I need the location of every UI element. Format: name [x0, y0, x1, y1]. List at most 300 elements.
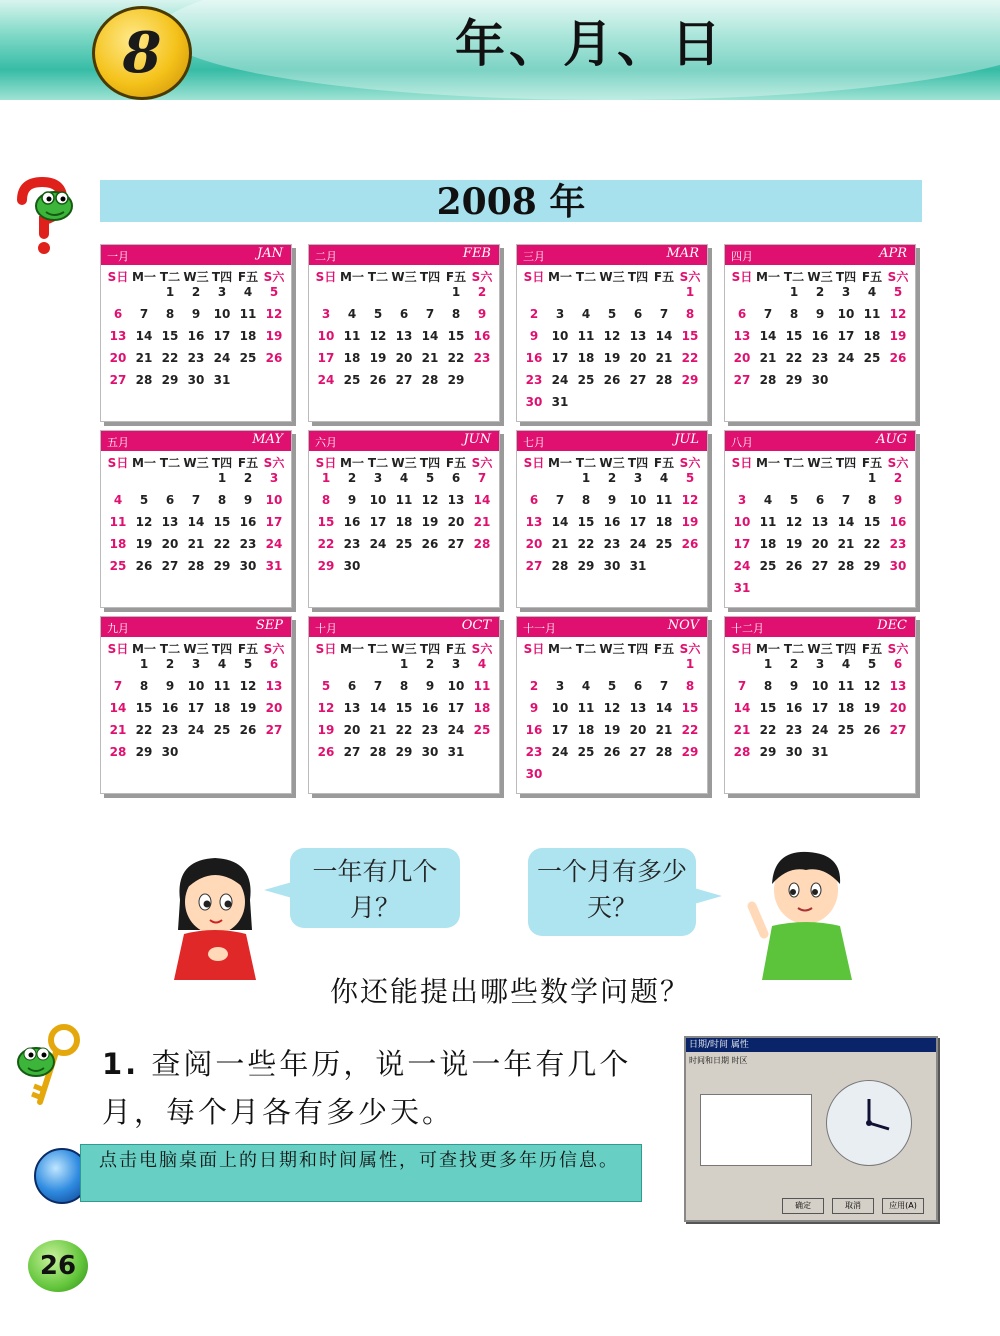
- day-cell: 19: [603, 351, 621, 365]
- day-cell: 23: [187, 351, 205, 365]
- exercise-text: 查阅一些年历，说一说一年有几个月，每个月各有多少天。: [102, 1047, 632, 1129]
- day-cell: 3: [555, 679, 565, 693]
- day-cell: 5: [243, 657, 253, 671]
- boy-speech-bubble: 一个月有多少天？: [528, 848, 696, 936]
- weekday-header: S六: [471, 642, 493, 656]
- day-cell: 24: [733, 559, 751, 573]
- empty-cell: [755, 285, 781, 307]
- month-name-en: JAN: [257, 246, 283, 261]
- day-cell: 2: [165, 657, 175, 671]
- day-cell: 4: [347, 307, 357, 321]
- day-cell: 28: [655, 745, 673, 759]
- month-calendar-mar: [516, 244, 708, 422]
- day-cell: 17: [811, 701, 829, 715]
- day-cell: 5: [789, 493, 799, 507]
- weekday-header: T二: [367, 642, 389, 656]
- apply-button[interactable]: 应用(A): [882, 1198, 924, 1214]
- day-cell: 24: [265, 537, 283, 551]
- day-cell: 10: [837, 307, 855, 321]
- day-cell: 11: [109, 515, 127, 529]
- weekday-header: S日: [731, 456, 753, 470]
- day-cell: 25: [213, 723, 231, 737]
- empty-cell: [131, 471, 157, 493]
- empty-cell: [105, 471, 131, 493]
- day-cell: 4: [581, 679, 591, 693]
- day-cell: 28: [369, 745, 387, 759]
- day-cell: 4: [867, 285, 877, 299]
- day-cell: 5: [269, 285, 279, 299]
- date-time-properties-dialog: [684, 1036, 938, 1222]
- month-name-en: JUL: [674, 432, 699, 447]
- weekday-header: T二: [367, 456, 389, 470]
- day-cell: 27: [447, 537, 465, 551]
- empty-cell: [729, 657, 755, 679]
- day-cell: 30: [889, 559, 907, 573]
- empty-cell: [313, 657, 339, 679]
- day-cell: 6: [633, 679, 643, 693]
- day-cell: 24: [811, 723, 829, 737]
- day-cell: 15: [135, 701, 153, 715]
- day-cell: 24: [213, 351, 231, 365]
- day-cell: 15: [161, 329, 179, 343]
- day-cell: 26: [681, 537, 699, 551]
- weekday-header: W三: [807, 456, 833, 470]
- day-cell: 29: [681, 373, 699, 387]
- day-cell: 9: [529, 701, 539, 715]
- month-calendar-feb: [308, 244, 500, 422]
- month-header: [517, 617, 707, 637]
- weekday-header: T二: [783, 642, 805, 656]
- day-cell: 7: [659, 679, 669, 693]
- day-cell: 13: [525, 515, 543, 529]
- day-cell: 30: [603, 559, 621, 573]
- day-cell: 16: [889, 515, 907, 529]
- weekday-header: W三: [391, 642, 417, 656]
- month-name-cn: 十一月: [523, 622, 556, 635]
- weekday-header: S六: [887, 270, 909, 284]
- day-cell: 18: [213, 701, 231, 715]
- month-name-cn: 九月: [107, 622, 129, 635]
- day-cell: 7: [191, 493, 201, 507]
- day-cell: 26: [603, 373, 621, 387]
- day-cell: 27: [161, 559, 179, 573]
- weekday-header: F五: [861, 270, 883, 284]
- day-cell: 14: [369, 701, 387, 715]
- weekday-header: F五: [237, 270, 259, 284]
- day-cell: 2: [477, 285, 487, 299]
- day-cell: 13: [889, 679, 907, 693]
- day-cell: 21: [135, 351, 153, 365]
- day-cell: 22: [395, 723, 413, 737]
- month-header: [309, 245, 499, 265]
- day-cell: 30: [525, 767, 543, 781]
- day-cell: 17: [551, 351, 569, 365]
- day-cell: 25: [863, 351, 881, 365]
- weekday-header: W三: [183, 270, 209, 284]
- day-cell: 29: [447, 373, 465, 387]
- empty-cell: [365, 657, 391, 679]
- day-cell: 25: [109, 559, 127, 573]
- day-cell: 14: [733, 701, 751, 715]
- day-cell: 17: [733, 537, 751, 551]
- day-cell: 6: [113, 307, 123, 321]
- day-cell: 24: [447, 723, 465, 737]
- day-cell: 23: [421, 723, 439, 737]
- cancel-button[interactable]: 取消: [832, 1198, 874, 1214]
- day-cell: 25: [577, 373, 595, 387]
- day-cell: 14: [135, 329, 153, 343]
- day-cell: 1: [867, 471, 877, 485]
- day-cell: 6: [529, 493, 539, 507]
- day-cell: 4: [477, 657, 487, 671]
- weekday-header: T二: [575, 270, 597, 284]
- empty-cell: [599, 657, 625, 679]
- day-cell: 12: [421, 493, 439, 507]
- day-cell: 15: [863, 515, 881, 529]
- dialog-title: 日期/时间 属性: [686, 1038, 936, 1052]
- day-cell: 8: [217, 493, 227, 507]
- empty-cell: [833, 471, 859, 493]
- month-name-cn: 六月: [315, 436, 337, 449]
- day-cell: 6: [451, 471, 461, 485]
- day-cell: 9: [191, 307, 201, 321]
- day-cell: 16: [239, 515, 257, 529]
- month-calendar-jul: [516, 430, 708, 608]
- day-cell: 22: [213, 537, 231, 551]
- weekday-header: T四: [835, 456, 857, 470]
- day-cell: 29: [863, 559, 881, 573]
- weekday-header: T四: [419, 642, 441, 656]
- day-cell: 28: [421, 373, 439, 387]
- weekday-header: T二: [159, 270, 181, 284]
- weekday-header: S日: [731, 270, 753, 284]
- day-cell: 22: [759, 723, 777, 737]
- day-cell: 25: [395, 537, 413, 551]
- empty-cell: [417, 285, 443, 307]
- month-name-en: MAY: [252, 432, 283, 447]
- day-cell: 6: [893, 657, 903, 671]
- day-cell: 10: [811, 679, 829, 693]
- weekday-header: T四: [835, 270, 857, 284]
- day-cell: 20: [109, 351, 127, 365]
- day-cell: 18: [577, 723, 595, 737]
- day-cell: 2: [607, 471, 617, 485]
- day-cell: 25: [759, 559, 777, 573]
- day-cell: 22: [785, 351, 803, 365]
- dialog-tabs[interactable]: 时间和日期 时区: [689, 1056, 748, 1065]
- day-cell: 18: [109, 537, 127, 551]
- day-cell: 31: [733, 581, 751, 595]
- day-cell: 9: [425, 679, 435, 693]
- day-cell: 15: [317, 515, 335, 529]
- day-cell: 18: [837, 701, 855, 715]
- month-name-en: NOV: [667, 618, 699, 633]
- day-cell: 22: [681, 723, 699, 737]
- weekday-header: M一: [132, 642, 156, 656]
- weekday-header: T四: [627, 270, 649, 284]
- day-cell: 26: [421, 537, 439, 551]
- day-cell: 8: [763, 679, 773, 693]
- day-cell: 30: [239, 559, 257, 573]
- day-cell: 31: [447, 745, 465, 759]
- month-calendar-nov: [516, 616, 708, 794]
- day-cell: 27: [733, 373, 751, 387]
- day-cell: 1: [399, 657, 409, 671]
- empty-cell: [729, 285, 755, 307]
- month-calendar-apr: [724, 244, 916, 422]
- exercise-number: 1.: [102, 1047, 140, 1081]
- weekday-header: S六: [679, 642, 701, 656]
- day-cell: 22: [681, 351, 699, 365]
- month-header: [517, 431, 707, 451]
- day-cell: 20: [629, 351, 647, 365]
- day-cell: 16: [603, 515, 621, 529]
- weekday-header: W三: [599, 642, 625, 656]
- weekday-header: W三: [391, 456, 417, 470]
- empty-cell: [599, 285, 625, 307]
- month-calendar-sep: [100, 616, 292, 794]
- weekday-header: T二: [159, 642, 181, 656]
- day-cell: 17: [447, 701, 465, 715]
- month-name-cn: 五月: [107, 436, 129, 449]
- day-cell: 18: [655, 515, 673, 529]
- weekday-header: S日: [315, 456, 337, 470]
- day-cell: 13: [343, 701, 361, 715]
- ok-button[interactable]: 确定: [782, 1198, 824, 1214]
- weekday-header: S日: [731, 642, 753, 656]
- day-cell: 21: [109, 723, 127, 737]
- girl-speech-bubble: 一年有几个月？: [290, 848, 460, 928]
- day-cell: 10: [733, 515, 751, 529]
- day-cell: 1: [685, 285, 695, 299]
- day-cell: 1: [451, 285, 461, 299]
- day-cell: 14: [759, 329, 777, 343]
- month-name-cn: 七月: [523, 436, 545, 449]
- month-calendar-oct: [308, 616, 500, 794]
- day-cell: 26: [603, 745, 621, 759]
- empty-cell: [521, 657, 547, 679]
- day-cell: 10: [317, 329, 335, 343]
- day-cell: 21: [473, 515, 491, 529]
- month-name-cn: 四月: [731, 250, 753, 263]
- day-cell: 26: [239, 723, 257, 737]
- weekday-header: S六: [887, 456, 909, 470]
- month-name-cn: 一月: [107, 250, 129, 263]
- day-cell: 26: [369, 373, 387, 387]
- day-cell: 6: [633, 307, 643, 321]
- day-cell: 24: [551, 373, 569, 387]
- day-cell: 3: [373, 471, 383, 485]
- weekday-header: M一: [756, 456, 780, 470]
- day-cell: 2: [529, 307, 539, 321]
- month-name-en: FEB: [462, 246, 491, 261]
- day-cell: 25: [655, 537, 673, 551]
- day-cell: 14: [187, 515, 205, 529]
- day-cell: 26: [863, 723, 881, 737]
- day-cell: 15: [577, 515, 595, 529]
- day-cell: 1: [789, 285, 799, 299]
- day-cell: 23: [473, 351, 491, 365]
- weekday-header: T二: [159, 456, 181, 470]
- day-cell: 27: [811, 559, 829, 573]
- day-cell: 21: [733, 723, 751, 737]
- empty-cell: [313, 285, 339, 307]
- day-cell: 15: [785, 329, 803, 343]
- day-cell: 11: [343, 329, 361, 343]
- clock-icon: [826, 1080, 912, 1166]
- day-cell: 27: [525, 559, 543, 573]
- weekday-header: S日: [523, 642, 545, 656]
- weekday-header: S日: [523, 456, 545, 470]
- day-cell: 3: [217, 285, 227, 299]
- day-cell: 2: [815, 285, 825, 299]
- day-cell: 7: [425, 307, 435, 321]
- day-cell: 17: [369, 515, 387, 529]
- day-cell: 12: [785, 515, 803, 529]
- weekday-header: S日: [107, 456, 129, 470]
- day-cell: 29: [395, 745, 413, 759]
- day-cell: 28: [551, 559, 569, 573]
- day-cell: 22: [317, 537, 335, 551]
- day-cell: 1: [165, 285, 175, 299]
- day-cell: 9: [347, 493, 357, 507]
- day-cell: 28: [187, 559, 205, 573]
- month-header: [309, 431, 499, 451]
- day-cell: 12: [317, 701, 335, 715]
- weekday-header: S六: [471, 270, 493, 284]
- empty-cell: [547, 471, 573, 493]
- day-cell: 20: [733, 351, 751, 365]
- day-cell: 9: [243, 493, 253, 507]
- weekday-header: F五: [653, 642, 675, 656]
- day-cell: 8: [165, 307, 175, 321]
- empty-cell: [651, 657, 677, 679]
- day-cell: 31: [265, 559, 283, 573]
- day-cell: 7: [841, 493, 851, 507]
- empty-cell: [105, 285, 131, 307]
- day-cell: 11: [473, 679, 491, 693]
- empty-cell: [157, 471, 183, 493]
- day-cell: 24: [551, 745, 569, 759]
- empty-cell: [547, 657, 573, 679]
- frog-key-icon: [10, 1022, 86, 1118]
- day-cell: 9: [165, 679, 175, 693]
- day-cell: 20: [265, 701, 283, 715]
- mini-calendar[interactable]: [700, 1094, 812, 1166]
- day-cell: 23: [525, 745, 543, 759]
- day-cell: 24: [369, 537, 387, 551]
- empty-cell: [391, 285, 417, 307]
- day-cell: 27: [629, 745, 647, 759]
- day-cell: 6: [165, 493, 175, 507]
- day-cell: 29: [161, 373, 179, 387]
- weekday-header: F五: [861, 642, 883, 656]
- day-cell: 7: [555, 493, 565, 507]
- day-cell: 20: [889, 701, 907, 715]
- weekday-header: M一: [756, 642, 780, 656]
- month-name-cn: 十二月: [731, 622, 764, 635]
- day-cell: 28: [759, 373, 777, 387]
- weekday-header: S六: [263, 270, 285, 284]
- day-cell: 15: [213, 515, 231, 529]
- month-name-cn: 二月: [315, 250, 337, 263]
- day-cell: 1: [581, 471, 591, 485]
- day-cell: 10: [551, 701, 569, 715]
- weekday-header: M一: [132, 270, 156, 284]
- day-cell: 14: [837, 515, 855, 529]
- day-cell: 2: [425, 657, 435, 671]
- month-calendar-jan: [100, 244, 292, 422]
- month-header: [101, 617, 291, 637]
- day-cell: 20: [811, 537, 829, 551]
- weekday-header: T二: [783, 456, 805, 470]
- day-cell: 7: [477, 471, 487, 485]
- day-cell: 17: [629, 515, 647, 529]
- day-cell: 15: [759, 701, 777, 715]
- weekday-header: W三: [183, 642, 209, 656]
- year-title-bar: 2008 年: [100, 180, 922, 222]
- day-cell: 16: [343, 515, 361, 529]
- day-cell: 21: [369, 723, 387, 737]
- weekday-header: M一: [340, 270, 364, 284]
- day-cell: 20: [161, 537, 179, 551]
- empty-cell: [339, 285, 365, 307]
- day-cell: 17: [837, 329, 855, 343]
- month-header: [101, 245, 291, 265]
- day-cell: 11: [213, 679, 231, 693]
- day-cell: 19: [681, 515, 699, 529]
- day-cell: 19: [369, 351, 387, 365]
- day-cell: 5: [321, 679, 331, 693]
- weekday-header: F五: [653, 270, 675, 284]
- day-cell: 9: [477, 307, 487, 321]
- day-cell: 6: [269, 657, 279, 671]
- day-cell: 23: [811, 351, 829, 365]
- weekday-header: T四: [211, 642, 233, 656]
- day-cell: 5: [139, 493, 149, 507]
- day-cell: 20: [447, 515, 465, 529]
- day-cell: 27: [109, 373, 127, 387]
- month-name-en: AUG: [876, 432, 907, 447]
- day-cell: 21: [759, 351, 777, 365]
- day-cell: 18: [239, 329, 257, 343]
- empty-cell: [573, 657, 599, 679]
- weekday-header: S六: [679, 456, 701, 470]
- weekday-header: S日: [523, 270, 545, 284]
- day-cell: 18: [343, 351, 361, 365]
- day-cell: 13: [395, 329, 413, 343]
- day-cell: 9: [815, 307, 825, 321]
- weekday-header: W三: [807, 642, 833, 656]
- month-name-en: DEC: [877, 618, 907, 633]
- day-cell: 10: [629, 493, 647, 507]
- boy-illustration: [744, 840, 864, 980]
- day-cell: 21: [187, 537, 205, 551]
- day-cell: 3: [633, 471, 643, 485]
- day-cell: 16: [161, 701, 179, 715]
- day-cell: 13: [265, 679, 283, 693]
- weekday-header: F五: [445, 270, 467, 284]
- day-cell: 22: [863, 537, 881, 551]
- empty-cell: [807, 471, 833, 493]
- day-cell: 6: [347, 679, 357, 693]
- day-cell: 7: [113, 679, 123, 693]
- day-cell: 8: [685, 679, 695, 693]
- day-cell: 8: [451, 307, 461, 321]
- day-cell: 23: [343, 537, 361, 551]
- empty-cell: [781, 471, 807, 493]
- day-cell: 4: [581, 307, 591, 321]
